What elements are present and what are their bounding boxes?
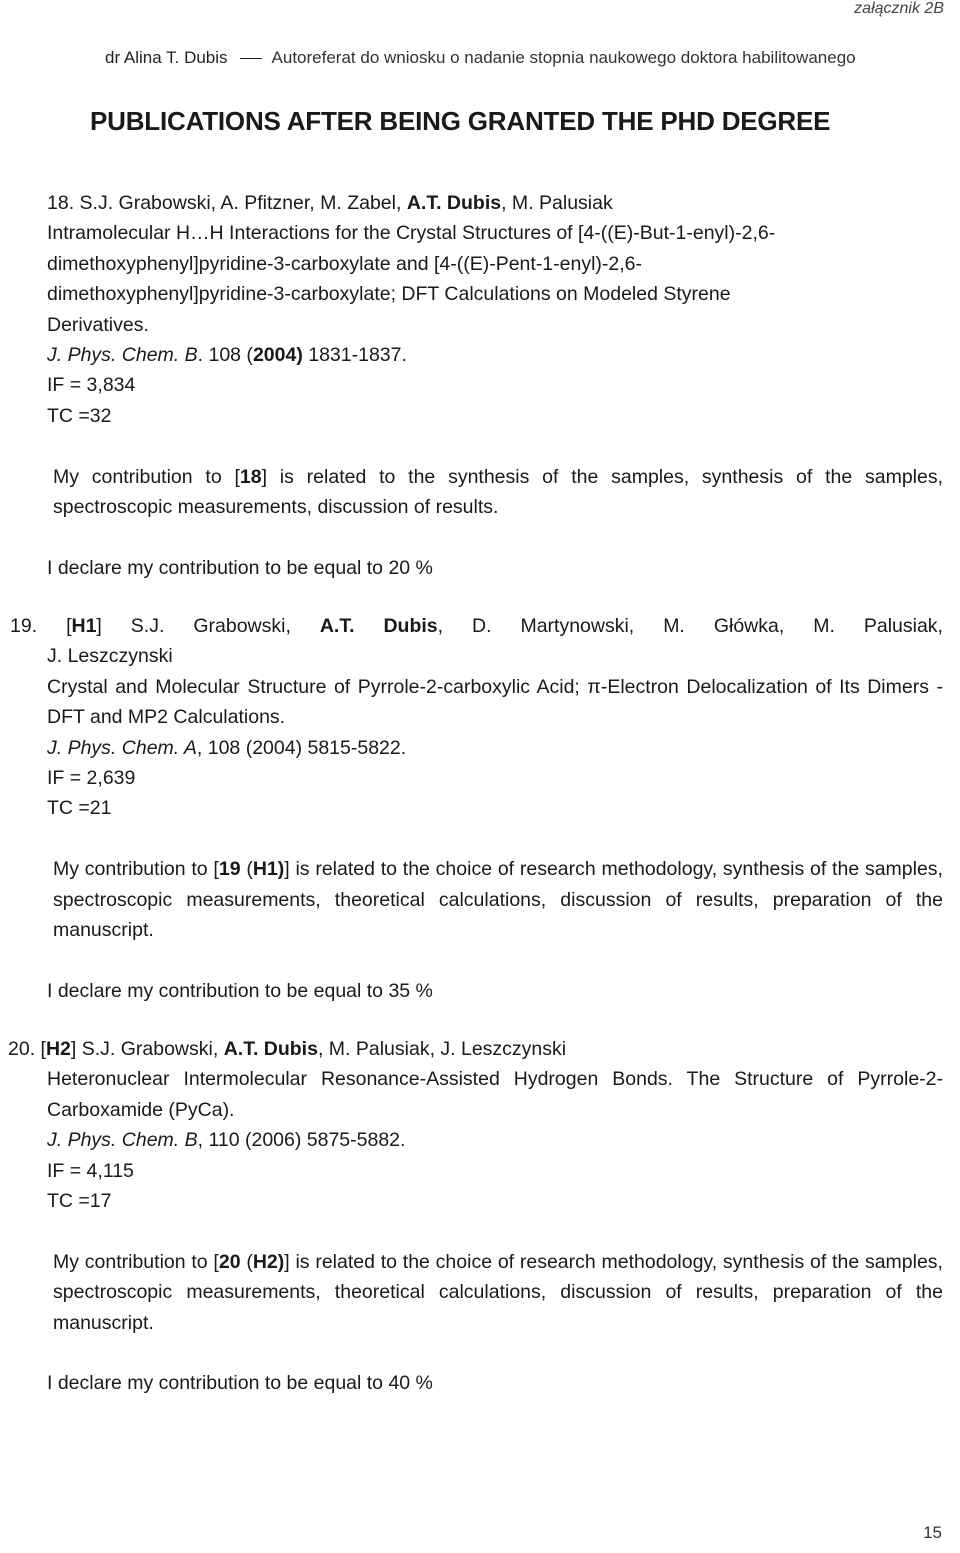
times-cited: TC =32 [47,404,112,427]
impact-factor: IF = 2,639 [47,767,136,790]
contribution-statement: My contribution to [20 (H2)] is related to the choice of research methodology, synthesis of the samples, spectroscopic measurements, theoretical calculations, discussion of results, preparation of the manuscript. [53,1250,943,1334]
publication-number: 19. [10,615,38,637]
publication-authors-cont: J. Leszczynski [47,645,173,668]
times-cited: TC =17 [47,1190,112,1213]
publication-authors: 18. S.J. Grabowski, A. Pfitzner, M. Zabel, A.T. Dubis, M. Palusiak [47,192,613,214]
publication-18 [47,188,943,583]
publication-19 [10,611,943,1006]
contribution-declaration: I declare my contribution to be equal to 20 % [47,556,433,579]
section-title: PUBLICATIONS AFTER BEING GRANTED THE PHD DEGREE [90,106,831,136]
contribution-declaration: I declare my contribution to be equal to 35 % [47,979,433,1002]
contribution-declaration: I declare my contribution to be equal to 40 % [47,1372,433,1395]
header-author: dr Alina T. Dubis [105,48,228,67]
publication-title-line: Intramolecular H…H Interactions for the Crystal Structures of [4-((E)-But-1-enyl)-2,6- [47,222,776,245]
running-header [105,48,856,68]
publication-title-line: dimethoxyphenyl]pyridine-3-carboxylate; DFT Calculations on Modeled Styrene [47,283,731,306]
page-number: 15 [923,1523,942,1542]
publication-number: 18. [47,192,75,214]
impact-factor: IF = 3,834 [47,374,136,397]
contribution-statement: My contribution to [18] is related to the synthesis of the samples, synthesis of the samples, spectroscopic measurements, discussion of results. [53,465,944,519]
publication-authors: 20. [H2] S.J. Grabowski, A.T. Dubis, M. Palusiak, J. Leszczynski [8,1038,567,1060]
publication-title: Crystal and Molecular Structure of Pyrrole-2-carboxylic Acid; π-Electron Delocalization of Its Dimers - DFT and MP2 Calculations. [47,675,943,729]
impact-factor: IF = 4,115 [47,1159,134,1182]
journal-name: J. Phys. Chem. A [47,736,197,759]
header-dash [240,58,262,59]
attachment-label: załącznik 2B [854,0,944,17]
times-cited: TC =21 [47,797,112,820]
contribution-statement: My contribution to [19 (H1)] is related to the choice of research methodology, synthesis of the samples, spectroscopic measurements, theoretical calculations, discussion of results, preparation of the manuscript. [53,858,943,942]
author-highlight: A.T. Dubis [406,192,502,214]
journal-name: J. Phys. Chem. B [47,1129,198,1152]
publication-number: 20. [8,1038,36,1060]
publication-title: Heteronuclear Intermolecular Resonance-Assisted Hydrogen Bonds. The Structure of Pyrrole-2-Carboxamide (PyCa). [47,1068,943,1121]
publication-title-line: Derivatives. [47,313,149,336]
header-subtitle: Autoreferat do wniosku o nadanie stopnia naukowego doktora habilitowanego [271,48,856,67]
publication-citation: J. Phys. Chem. B, 110 (2006) 5875-5882. [47,1129,406,1152]
publication-authors: 19. [H1] S.J. Grabowski, A.T. Dubis, D. Martynowski, M. Główka, M. Palusiak, [10,611,943,641]
publication-20 [8,1034,943,1399]
journal-name: J. Phys. Chem. B [47,344,198,367]
publication-title-line: dimethoxyphenyl]pyridine-3-carboxylate and [4-((E)-Pent-1-enyl)-2,6- [47,252,643,275]
publication-citation: J. Phys. Chem. A, 108 (2004) 5815-5822. [47,736,407,759]
publication-citation: J. Phys. Chem. B. 108 (2004) 1831-1837. [47,344,407,367]
